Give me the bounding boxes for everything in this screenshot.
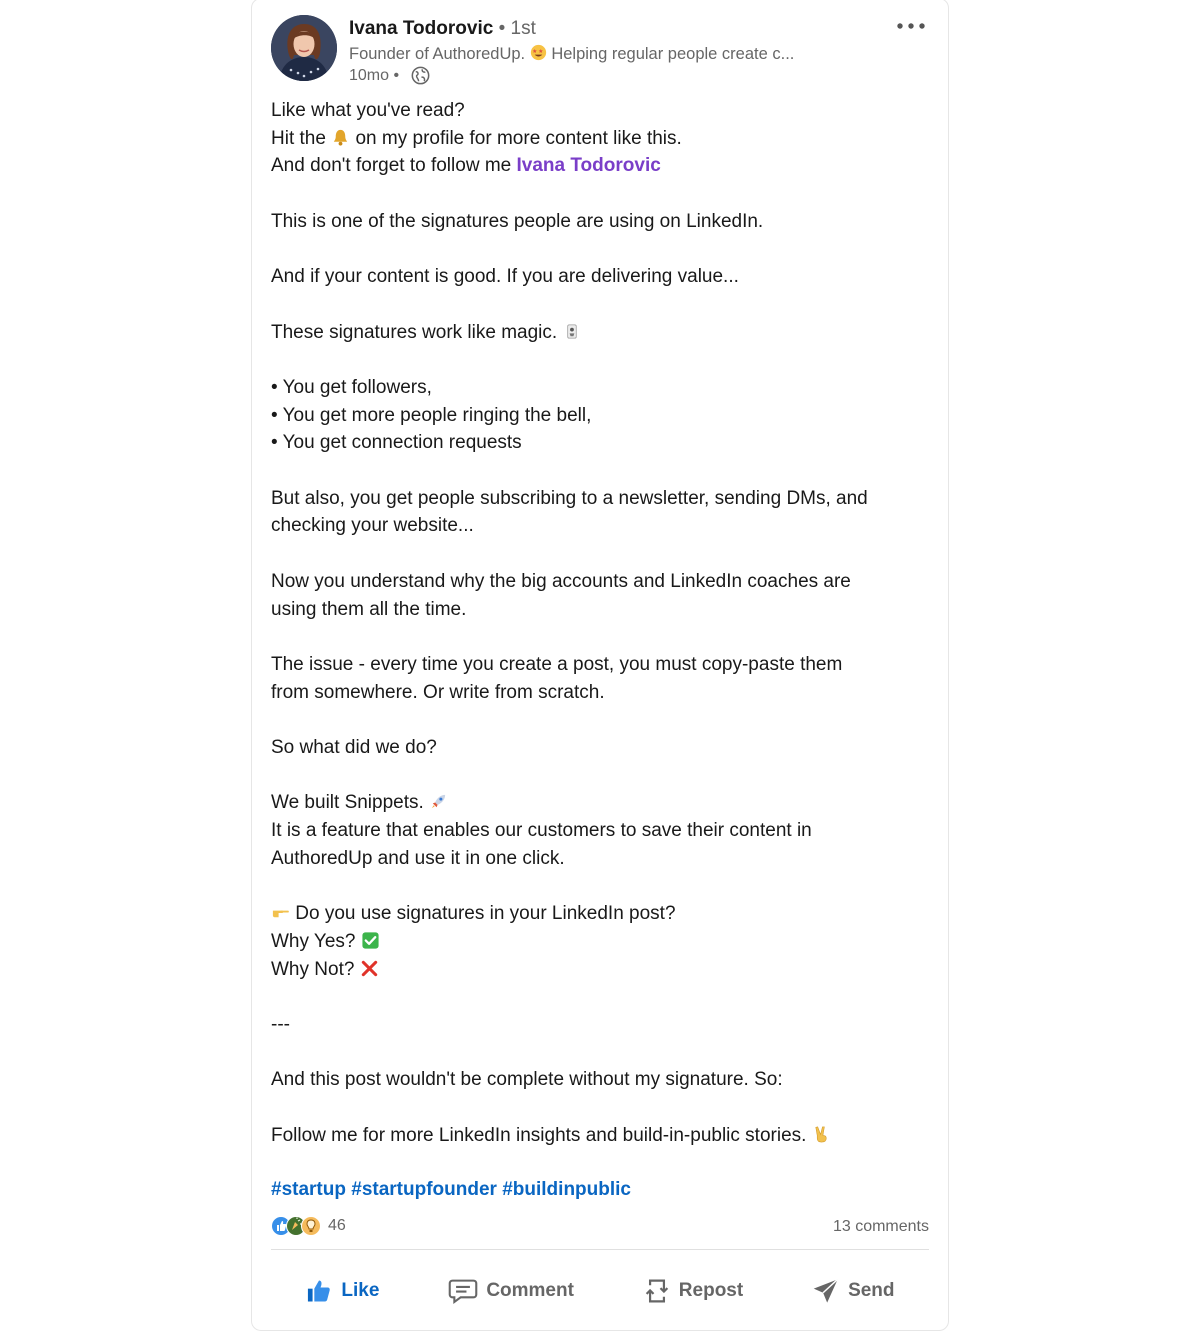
hashtag-buildinpublic[interactable]: #buildinpublic xyxy=(502,1179,631,1200)
avatar[interactable] xyxy=(271,15,337,81)
hashtag-startupfounder[interactable]: #startupfounder xyxy=(351,1179,497,1200)
text-line: Now you understand why the big accounts and LinkedIn coaches are xyxy=(271,570,851,592)
text-line: using them all the time. xyxy=(271,598,467,620)
send-label: Send xyxy=(848,1280,895,1301)
bell-emoji-icon xyxy=(331,128,350,147)
repost-icon xyxy=(643,1276,671,1306)
text-line xyxy=(271,152,931,180)
avatar-photo xyxy=(271,15,337,81)
bullet-item: • You get followers, xyxy=(271,376,432,398)
text-fragment: Do you use signatures in your LinkedIn post? xyxy=(295,903,676,925)
post-card xyxy=(251,0,949,1331)
insightful-reaction-icon xyxy=(301,1216,321,1236)
text-fragment: Why Not? xyxy=(271,958,355,980)
reactions-summary[interactable] xyxy=(271,1216,346,1236)
post-meta xyxy=(349,66,430,85)
text-line xyxy=(271,928,931,956)
send-button[interactable] xyxy=(802,1271,904,1311)
comments-count[interactable]: 13 comments xyxy=(832,1218,929,1235)
text-line xyxy=(271,956,931,984)
text-line: And if your content is good. If you are delivering value... xyxy=(271,266,739,288)
action-bar xyxy=(271,1267,929,1315)
text-line: AuthoredUp and use it in one click. xyxy=(271,847,565,869)
mention-link[interactable]: Ivana Todorovic xyxy=(516,155,661,177)
text-line: This is one of the signatures people are using on LinkedIn. xyxy=(271,210,764,232)
comment-button[interactable] xyxy=(438,1271,584,1311)
like-label: Like xyxy=(341,1280,380,1301)
text-fragment: Follow me for more LinkedIn insights and build-in-public stories. xyxy=(271,1124,807,1146)
like-button[interactable] xyxy=(295,1271,389,1311)
send-icon xyxy=(812,1277,840,1305)
text-fragment: Hit the xyxy=(271,127,326,149)
headline-start: Founder of AuthoredUp. xyxy=(349,45,526,63)
text-fragment: We built Snippets. xyxy=(271,792,424,814)
text-line: checking your website... xyxy=(271,515,474,537)
text-line: The issue - every time you create a post, you must copy-paste them xyxy=(271,653,843,675)
text-line xyxy=(271,1122,931,1150)
author-name[interactable]: Ivana Todorovic xyxy=(349,18,494,39)
post-time: 10mo • xyxy=(349,66,400,84)
text-line: from somewhere. Or write from scratch. xyxy=(271,681,605,703)
comment-label: Comment xyxy=(486,1280,574,1301)
bullet-item: • You get more people ringing the bell, xyxy=(271,404,592,426)
rocket-emoji-icon xyxy=(429,792,448,811)
text-line: Like what you've read? xyxy=(271,100,465,121)
text-line: And this post wouldn't be complete without my signature. So: xyxy=(271,1069,783,1091)
divider xyxy=(271,1249,929,1250)
cross-mark-emoji-icon xyxy=(360,959,379,978)
magic-card-emoji-icon xyxy=(562,322,581,341)
text-line xyxy=(271,125,931,153)
text-line xyxy=(271,900,931,928)
reaction-icons xyxy=(271,1216,316,1236)
more-options-icon[interactable] xyxy=(894,17,928,35)
thumbs-up-icon xyxy=(305,1277,333,1305)
check-mark-emoji-icon xyxy=(361,931,380,950)
hashtags xyxy=(271,1179,631,1201)
text-line: So what did we do? xyxy=(271,737,437,759)
text-fragment: These signatures work like magic. xyxy=(271,321,558,343)
text-line: But also, you get people subscribing to a newsletter, sending DMs, and xyxy=(271,487,868,509)
bullet-item: • You get connection requests xyxy=(271,432,522,454)
reaction-count: 46 xyxy=(328,1217,346,1234)
connection-degree: • 1st xyxy=(498,18,536,39)
author-headline xyxy=(349,44,839,64)
pointing-right-emoji-icon xyxy=(271,903,290,922)
separator-text: --- xyxy=(271,1014,290,1036)
post-body xyxy=(271,97,931,1150)
text-line xyxy=(271,789,931,817)
star-struck-emoji-icon xyxy=(530,44,547,61)
text-fragment: And don't forget to follow me xyxy=(271,155,512,177)
text-line: It is a feature that enables our customers to save their content in xyxy=(271,820,812,842)
hashtag-startup[interactable]: #startup xyxy=(271,1179,346,1200)
comment-icon xyxy=(448,1277,478,1305)
author-line xyxy=(349,18,536,40)
text-fragment: Why Yes? xyxy=(271,930,356,952)
globe-icon xyxy=(411,66,430,85)
headline-rest: Helping regular people create c... xyxy=(551,45,795,63)
text-line xyxy=(271,319,931,347)
victory-hand-emoji-icon xyxy=(812,1125,831,1144)
repost-label: Repost xyxy=(678,1280,744,1301)
text-fragment: on my profile for more content like this. xyxy=(355,127,682,149)
repost-button[interactable] xyxy=(633,1270,753,1312)
